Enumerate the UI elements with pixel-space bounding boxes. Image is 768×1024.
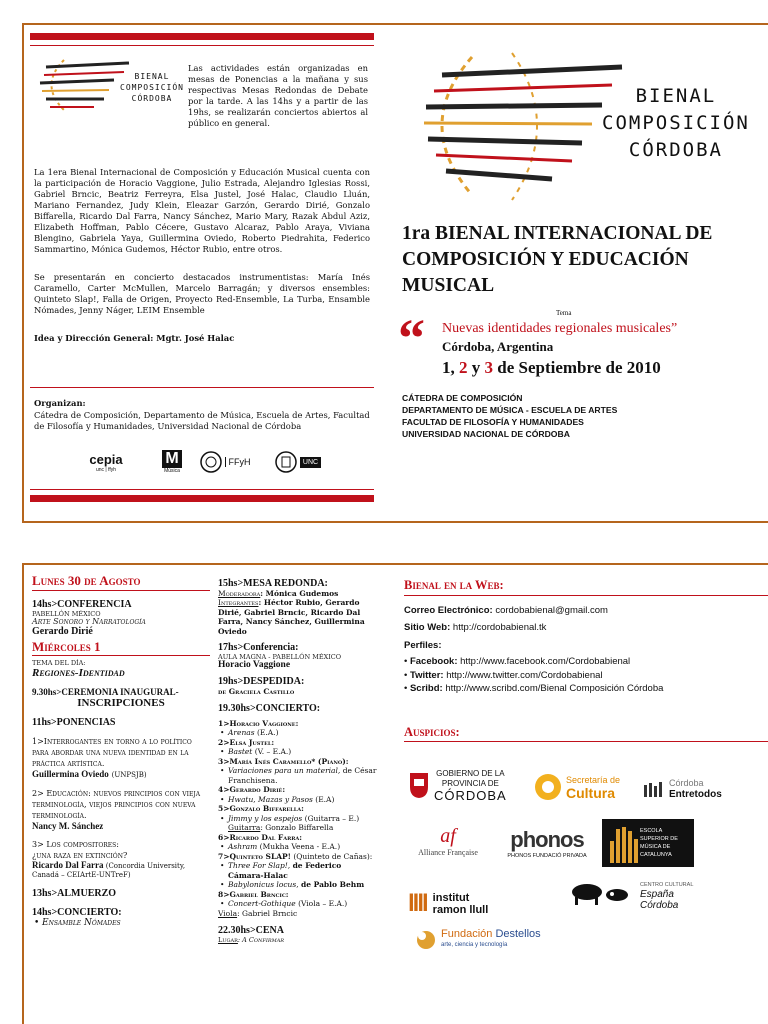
event-speaker: de Graciela Castillo xyxy=(218,686,295,696)
participants-text: La 1era Bienal Internacional de Composición y Educación Musical cuenta con la participación de Horacio Vaggione, Julio Estrada, Alejandro Iglesias Rossi, Gabriel Brncic, Beatriz Ferreyra, Elsa Justel, José Halac, Claudio Lluán, Mariano Fernandez, Judy Klein, Eleazar Garzón, Gerardo Dirié, Gonzalo Biffarella, Ricardo Dal Farra, Nancy Sánchez, Mario Mary, Razak Abdul Aziz, Elizabeth Hoffman, Pablo Cécere, Gustavo Alcaraz, Pablo Araya, Viviana Blengino, Gabriela Yaya, Guillermina Oviedo, Roberto Piedrahita, Federico Sammartino, Mónica Gudemos, Héctor Rubio, entre otros. xyxy=(34,167,370,254)
concert-piece: • Arenas (E.A.) xyxy=(218,728,378,738)
theme-text: Nuevas identidades regionales musicales” xyxy=(442,321,678,336)
event-time: 19.30hs>CONCIERTO: xyxy=(218,703,321,714)
org-item: UNIVERSIDAD NACIONAL DE CÓRDOBA xyxy=(402,429,570,439)
cattle-logo xyxy=(564,875,636,909)
phonos-logo: phonos PHONOS FUNDACIÓ PRIVADA xyxy=(507,827,587,859)
musica-logo: M Música xyxy=(164,450,180,474)
concert-piece: • Variaciones para un material, de César Franchisena. xyxy=(218,766,378,785)
cordoba-entretodos-logo: Córdoba Entretodos xyxy=(644,775,736,803)
tema-label: Tema xyxy=(556,309,572,317)
gobierno-cordoba-logo: GOBIERNO DE LA PROVINCIA DE CÓRDOBA xyxy=(408,765,520,805)
concert-piece: • Three For Slap!, de Federico Cámara-Halac xyxy=(218,861,378,880)
secretaria-cultura-logo: Secretaría de Cultura xyxy=(534,770,638,804)
destellos-spark-icon xyxy=(414,926,438,954)
program-front-panel xyxy=(22,23,768,523)
concert-piece: • Babylonicus locus, de Pablo Behm xyxy=(218,880,378,890)
tema-label: TEMA DEL DÍA: xyxy=(32,659,86,667)
talk-speaker: Guillermina Oviedo (UNPSJB) xyxy=(32,769,147,779)
site-line: Sitio Web: http://cordobabienal.tk xyxy=(404,622,547,633)
scribd-line: • Scribd: http://www.scribd.com/Bienal Composición Córdoba xyxy=(404,683,664,694)
sponsors-heading: Auspicios: xyxy=(404,726,768,743)
twitter-link[interactable]: http://www.twitter.com/Cordobabienal xyxy=(446,669,603,681)
org-item: DEPARTAMENTO DE MÚSICA - ESCUELA DE ARTES xyxy=(402,405,618,415)
concert-item: 6>Ricardo Dal Farra: xyxy=(218,832,303,842)
ensemble-item: • Ensamble Nómades xyxy=(32,918,210,928)
concert-piece: • Bastet (V. – E.A.) xyxy=(218,747,378,757)
facebook-line: • Facebook: http://www.facebook.com/Cordobabienal xyxy=(404,656,631,667)
talk-title: 1>Interrogantes en torno a lo político para abordar una nueva identidad en la práctica artística. xyxy=(32,737,192,768)
event-title: INSCRIPCIONES xyxy=(77,697,165,709)
event-dates: 1, 2 y 3 de Septiembre de 2010 xyxy=(442,358,661,377)
event-place: AULA MAGNA - PABELLÓN MÉXICO xyxy=(218,652,342,661)
concert-piece: • Jimmy y los espejos (Guitarra – E.) Guitarra: Gonzalo Biffarella xyxy=(218,814,378,833)
alliance-francaise-logo: af Alliance Française xyxy=(418,825,478,857)
event-time: 22.30hs>CENA xyxy=(218,925,284,936)
organizers-text: Cátedra de Composición, Departamento de Música, Escuela de Artes, Facultad de Filosofía y Humanidades, Universidad Nacional de Córdoba xyxy=(34,410,370,431)
event-time: 17hs>Conferencia: xyxy=(218,642,299,653)
ffyh-seal-icon xyxy=(200,450,222,474)
bienal-logo-large-icon xyxy=(402,45,632,205)
organizers-label: Organizan: xyxy=(34,398,86,408)
province-shield-icon xyxy=(408,771,430,799)
concert-item: 8>Gabriel Brncic: xyxy=(218,889,289,899)
cepia-logo: cepia unc | ffyh xyxy=(89,451,123,473)
org-list xyxy=(402,392,617,440)
profiles-label: Perfiles: xyxy=(404,639,442,651)
email-line: Correo Electrónico: cordobabienal@gmail.com xyxy=(404,604,608,616)
page-title: 1ra BIENAL INTERNACIONAL DE COMPOSICIÓN Y EDUCACIÓN MUSICAL xyxy=(402,223,713,296)
event-time: 11hs>PONENCIAS xyxy=(32,717,116,728)
concert-item: 2>Elsa Justel: xyxy=(218,737,275,747)
org-item: CÁTEDRA DE COMPOSICIÓN xyxy=(402,393,523,403)
concert-item: 3>María Inés Caramello* (Piano): xyxy=(218,756,349,766)
concerts-text: Se presentarán en concierto destacados instrumentistas: María Inés Caramello, Carter McMullen, Marcelo Barragán; y diversos ensembles: Quinteto Slap!, Falla de Origen, Proyecto Red-Ensemble, La Turba, Ensamble Nómades, Jenny Náger, LEIM Ensemble xyxy=(34,272,370,315)
email-link[interactable]: cordobabienal@gmail.com xyxy=(495,604,608,616)
talk-speaker: Ricardo Dal Farra (Concordia University, Canadá – CEIArtE-UNTreF) xyxy=(32,860,186,879)
concert-item: 1>Horacio Vaggione: xyxy=(218,718,299,728)
program-inside-panel xyxy=(22,563,768,1024)
event-time: 19hs>DESPEDIDA: xyxy=(218,676,305,687)
concert-item: 7>Quinteto SLAP! (Quinteto de Cañas): xyxy=(218,851,373,861)
destellos-name: Fundación Destellos xyxy=(441,928,541,940)
concert-performer: Viola: Gabriel Brncic xyxy=(218,908,298,918)
moderator-line: Moderadora: Mónica Gudemos xyxy=(218,588,339,598)
event-time: 14hs>CONFERENCIA xyxy=(32,599,132,610)
web-heading: Bienal en la Web: xyxy=(404,579,768,596)
twitter-line: • Twitter: http://www.twitter.com/Cordobabienal xyxy=(404,669,603,681)
event-time: 15hs>MESA REDONDA: xyxy=(218,578,328,589)
talk-subtitle: ¿una raza en extinción? xyxy=(32,851,128,860)
event-time: 14hs>CONCIERTO: xyxy=(32,907,122,918)
ffyh-logo: FFyH xyxy=(196,447,254,477)
event-speaker: Horacio Vaggione xyxy=(218,659,291,670)
concert-piece: • Ashram (Mukha Veena - E.A.) xyxy=(218,842,378,852)
schedule-column-1 xyxy=(32,573,210,928)
event-place: PABELLÓN MÉXICO xyxy=(32,610,101,618)
direction-text: Idea y Dirección General: Mgtr. José Halac xyxy=(34,333,235,343)
mid-red-line xyxy=(30,387,374,388)
schedule-column-2 xyxy=(218,579,378,945)
event-time: 9.30hs>CEREMONIA INAUGURAL- xyxy=(32,687,179,697)
quote-mark: “ xyxy=(398,308,425,368)
bottom-red-bar xyxy=(30,495,374,502)
unc-logo: UNC xyxy=(270,447,326,477)
top-red-line xyxy=(30,45,374,46)
concert-piece: • Hwatu, Mazas y Pasos (E.A) xyxy=(218,795,378,805)
top-red-bar xyxy=(30,33,374,40)
site-link[interactable]: http://cordobabienal.tk xyxy=(452,622,547,633)
event-topic: Arte Sonoro y Narratología xyxy=(32,617,146,626)
logo-large-text: BIENAL COMPOSICIÓN CÓRDOBA xyxy=(602,85,750,161)
tema-value: Regiones-Identidad xyxy=(32,667,125,679)
facebook-link[interactable]: http://www.facebook.com/Cordobabienal xyxy=(460,656,631,667)
day-heading: Lunes 30 de Agosto xyxy=(32,573,210,591)
scribd-link[interactable]: http://www.scribd.com/Bienal Composición Córdoba xyxy=(445,683,664,694)
unc-seal-icon xyxy=(275,450,297,474)
org-item: FACULTAD DE FILOSOFÍA Y HUMANIDADES xyxy=(402,417,584,427)
escola-superior-logo: ESCOLA SUPERIOR DE MÚSICA DE CATALUNYA xyxy=(602,819,694,867)
info-column xyxy=(404,579,768,742)
event-time: 13hs>ALMUERZO xyxy=(32,888,117,899)
day-heading: Miércoles 1 xyxy=(32,639,210,656)
event-speaker: Gerardo Dirié xyxy=(32,626,93,637)
fundacion-destellos-logo: Fundación Destellos arte, ciencia y tecnología xyxy=(414,923,574,957)
bars-icon xyxy=(644,781,666,797)
centro-cultural-espana-logo: CENTRO CULTURAL España Córdoba xyxy=(640,881,694,911)
members-line: Integrantes: Héctor Rubio, Gerardo Dirié, Gabriel Brncic, Ricardo Dal Farra, Nancy Sánchez, Guillermina Oviedo xyxy=(218,598,365,636)
cena-place: Lugar: A Confirmar xyxy=(218,935,285,944)
city-text: Córdoba, Argentina xyxy=(442,339,554,354)
institut-ramon-llull-logo: llll institut ramon llull xyxy=(408,890,489,917)
intro-text: Las actividades están organizadas en mesas de Ponencias a la mañana y sus respectivas Mesas Redondas de Debate por la tarde. A las 14hs y a partir de las 19hs, se realizarán conciertos abiertos al público en general. xyxy=(188,63,368,128)
talk-speaker: Nancy M. Sánchez xyxy=(32,821,104,831)
hand-icon xyxy=(602,821,640,865)
talk-title: 2> Educación: nuevos principios con vieja terminología, viejos principios con nueva terminología. xyxy=(32,789,201,820)
logo-small-text: BIENAL COMPOSICIÓN CÓRDOBA xyxy=(120,72,184,103)
concert-item: 5>Gonzalo Biffarella: xyxy=(218,804,304,813)
bottom-red-line xyxy=(30,489,374,490)
concert-piece: • Concert-Gothique (Viola – E.A.) xyxy=(218,899,378,909)
talk-title: 3> Los compositores: xyxy=(32,840,119,849)
cultura-face-icon xyxy=(534,773,562,801)
concert-item: 4>Gerardo Dirié: xyxy=(218,785,286,794)
bull-icon xyxy=(565,877,635,907)
